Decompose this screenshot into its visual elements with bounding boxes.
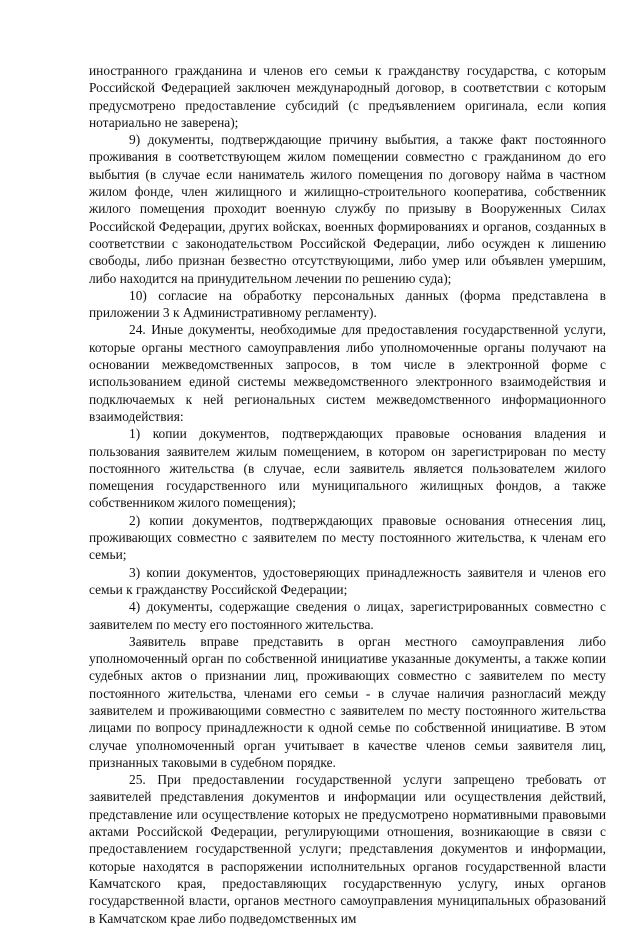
paragraph-24-item-2: 2) копии документов, подтверждающих правовые основания отнесения лиц, проживающих совместно с заявителем по месту постоянного жительства, к членам его семьи; [89, 512, 606, 563]
document-page [89, 62, 606, 927]
paragraph-applicant-right: Заявитель вправе представить в орган местного самоуправления либо уполномоченный орган по собственной инициативе указанные документы, а также копии судебных актов о признании лиц, проживающих совместно с заявителем по месту постоянного жительства, членами его семьи - в случае наличия разногласий между заявителем и проживающими совместно с заявителем по месту постоянного жительства лицами по вопросу принадлежности к одной семье по собственной инициативе. В этом случае уполномоченный орган учитывает в качестве членов семьи заявителя лиц, признанных таковыми в судебном порядке. [89, 633, 606, 770]
paragraph-24-item-1: 1) копии документов, подтверждающих правовые основания владения и пользования заявителем жилым помещением, в котором он зарегистрирован по месту постоянного жительства (в случае, если заявитель является пользователем жилого помещения государственного или муниципального жилищных фондов, а также собственником жилого помещения); [89, 426, 606, 511]
paragraph-citizenship-continuation: иностранного гражданина и членов его семьи к гражданству государства, с которым Российской Федерацией заключен международный договор, в соответствии с которым предусмотрено предоставление субсидий (с предъявлением оригинала, если копия нотариально не заверена); [89, 63, 606, 130]
paragraph-section-25: 25. При предоставлении государственной услуги запрещено требовать от заявителей представления документов и информации или осуществления действий, представление или осуществление которых не предусмотрено нормативными правовыми актами Российской Федерации, регулирующими отношения, возникающие в связи с предоставлением государственной услуги; представления документов и информации, которые находятся в распоряжении исполнительных органов государственной власти Камчатского края, предоставляющих государственную услугу, иных органов государственной власти, органов местного самоуправления муниципальных образований в Камчатском крае либо подведомственных им [89, 772, 606, 926]
paragraph-item-9: 9) документы, подтверждающие причину выбытия, а также факт постоянного проживания в соответствующем жилом помещении совместно с гражданином до его выбытия (в случае если наниматель жилого помещения по договору найма в частном жилом фонде, член жилищного и жилищно-строительного кооператива, собственник жилого помещения проходит военную службу по призыву в Вооруженных Силах Российской Федерации, других войсках, военных формированиях и органов, созданных в соответствии с законодательством Российской Федерации, либо осужден к лишению свободы, либо признан безвестно отсутствующими, либо умер или объявлен умершим, либо находится на принудительном лечении по решению суда); [89, 132, 606, 286]
paragraph-section-24: 24. Иные документы, необходимые для предоставления государственной услуги, которые органы местного самоуправления либо уполномоченные органы получают на основании межведомственных запросов, в том числе в электронной форме с использованием единой системы межведомственного электронного взаимодействия и подключаемых к ней региональных систем межведомственного информационного взаимодействия: [89, 322, 606, 424]
paragraph-item-10: 10) согласие на обработку персональных данных (форма представлена в приложении 3 к Административному регламенту). [89, 287, 606, 321]
paragraph-24-item-4: 4) документы, содержащие сведения о лицах, зарегистрированных совместно с заявителем по месту его постоянного жительства. [89, 599, 606, 632]
paragraph-24-item-3: 3) копии документов, удостоверяющих принадлежность заявителя и членов его семьи к гражданству Российской Федерации; [89, 564, 606, 597]
